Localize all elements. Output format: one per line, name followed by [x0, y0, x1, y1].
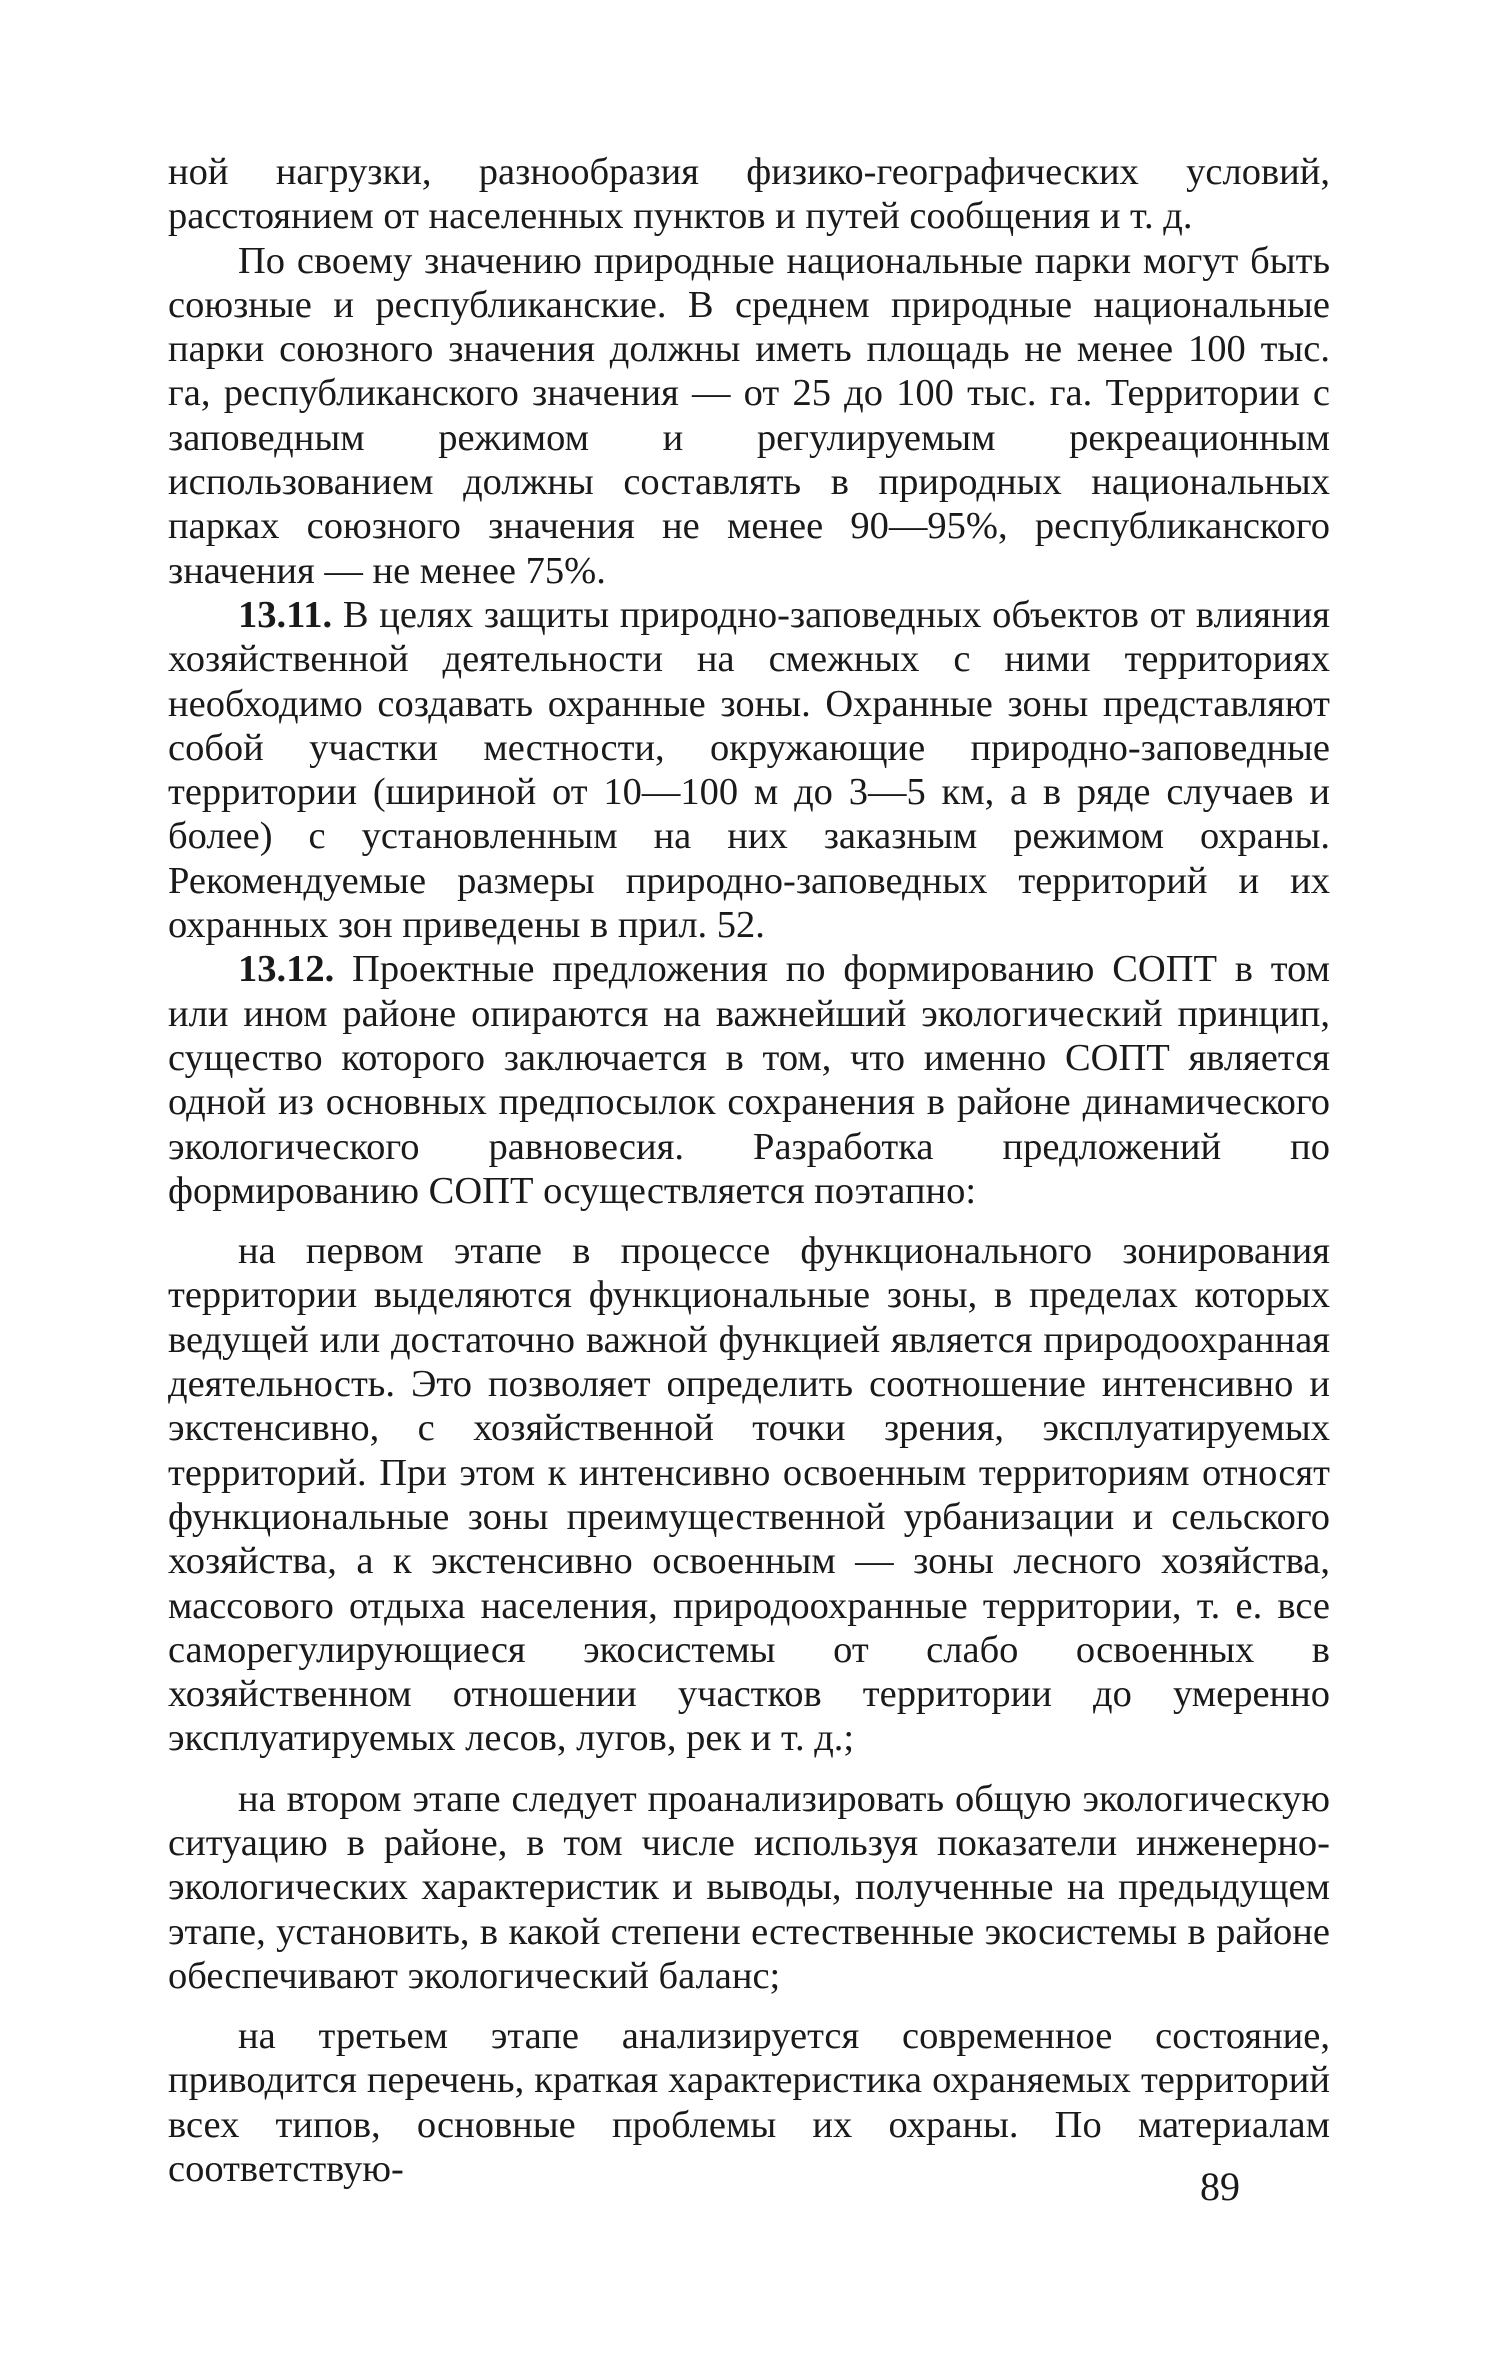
- page-body: [168, 150, 1330, 2191]
- section-number-13-11: 13.11.: [238, 593, 333, 636]
- paragraph-continuation: ной нагрузки, разнообразия физико-географических условий, расстоянием от населенных пунктов и путей сообщения и т. д.: [168, 151, 1330, 238]
- paragraph-13-12: [168, 947, 1330, 1213]
- page-number: 89: [1200, 2164, 1240, 2209]
- paragraph-stage-3: на третьем этапе анализируется современное состояние, приводится перечень, краткая характеристика охраняемых территорий всех типов, основные проблемы их охраны. По материалам соответствую-: [168, 2015, 1330, 2191]
- section-number-13-12: 13.12.: [238, 948, 335, 991]
- paragraph-13-11-text: В целях защиты природно-заповедных объектов от влияния хозяйственной деятельности на смежных с ними территориях необходимо создавать охранные зоны. Охранные зоны представляют собой участки местности, окружающие природно-заповедные территории (шириной от 10—100 м до 3—5 км, а в ряде случаев и более) с установленным на них заказным режимом охраны. Рекомендуемые размеры природно-заповедных территорий и их охранных зон приведены в прил. 52.: [168, 593, 1331, 947]
- paragraph-stage-2: на втором этапе следует проанализировать общую экологическую ситуацию в районе, в том числе используя показатели инженерно-экологических характеристик и выводы, полученные на предыдущем этапе, установить, в какой степени естественные экосистемы в районе обеспечивают экологический баланс;: [168, 1777, 1330, 1997]
- paragraph-national-parks: По своему значению природные национальные парки могут быть союзные и республиканские. В среднем природные национальные парки союзного значения должны иметь площадь не менее 100 тыс. га, республиканского значения — от 25 до 100 тыс. га. Территории с заповедным режимом и регулируемым рекреационным использованием должны составлять в природных национальных парках союзного значения не менее 90—95%, республиканского значения — не менее 75%.: [168, 239, 1330, 592]
- paragraph-stage-1: на первом этапе в процессе функционального зонирования территории выделяются функциональные зоны, в пределах которых ведущей или достаточно важной функцией является природоохранная деятельность. Это позволяет определить соотношение интенсивно и экстенсивно, с хозяйственной точки зрения, эксплуатируемых территорий. При этом к интенсивно освоенным территориям относят функциональные зоны преимущественной урбанизации и сельского хозяйства, а к экстенсивно освоенным — зоны лесного хозяйства, массового отдыха населения, природоохранные территории, т. е. все саморегулирующиеся экосистемы от слабо освоенных в хозяйственном отношении участков территории до умеренно эксплуатируемых лесов, лугов, рек и т. д.;: [168, 1230, 1330, 1760]
- paragraph-13-11: [168, 593, 1330, 947]
- paragraph-13-12-text: Проектные предложения по формированию СОПТ в том или ином районе опираются на важнейший экологический принцип, существо которого заключается в том, что именно СОПТ является одной из основных предпосылок сохранения в районе динамического экологического равновесия. Разработка предложений по формированию СОПТ осуществляется поэтапно:: [168, 948, 1330, 1212]
